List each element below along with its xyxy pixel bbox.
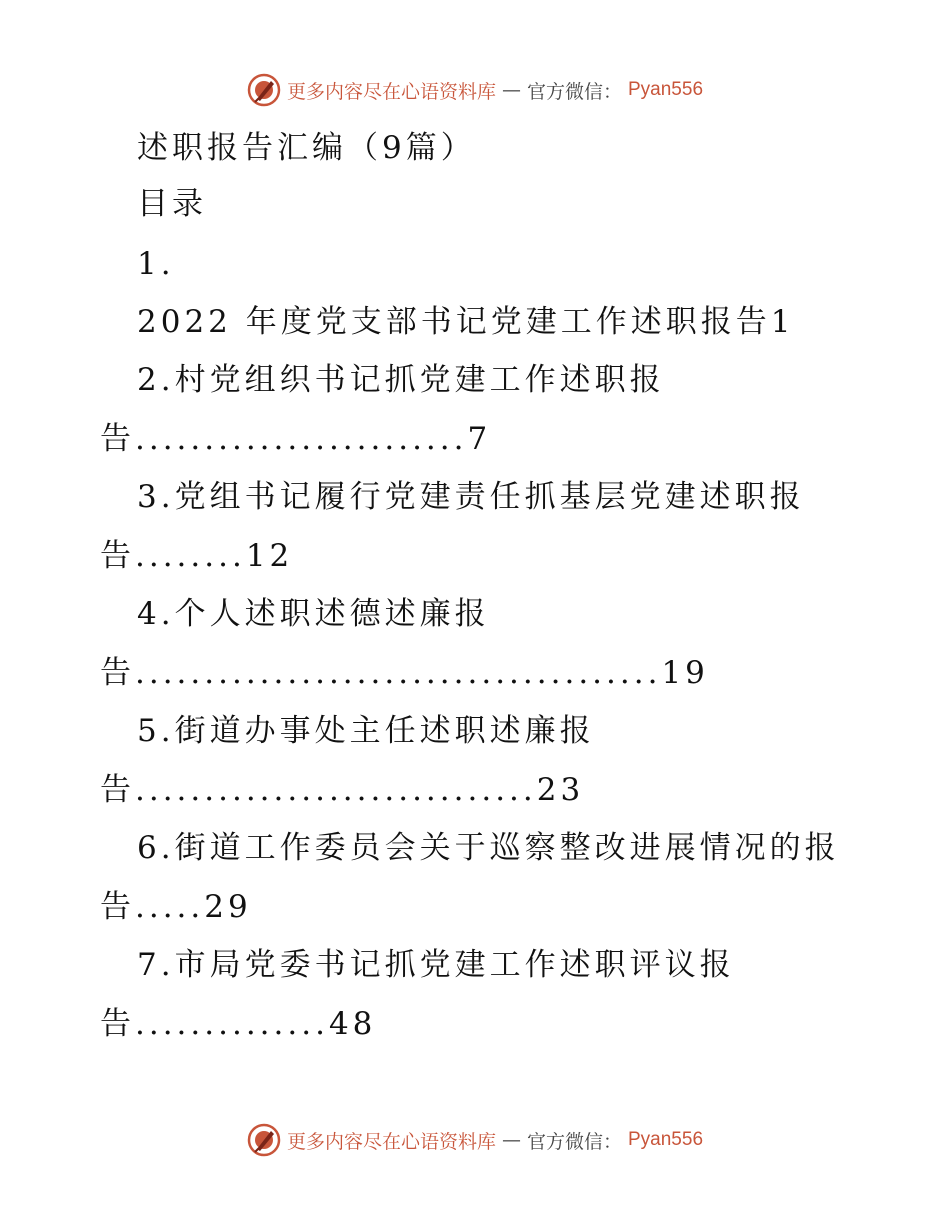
header-watermark (0, 70, 950, 110)
watermark-dash: — (501, 1129, 521, 1151)
toc-item-4-line2: 告......................................19 (100, 655, 709, 691)
footer-watermark (0, 1120, 950, 1160)
toc-item-6-line1: 6.街道工作委员会关于巡察整改进展情况的报 (137, 830, 840, 866)
toc-item-7-line2: 告..............48 (100, 1006, 377, 1042)
toc-item-3-line1: 3.党组书记履行党建责任抓基层党建述职报 (137, 479, 805, 515)
watermark-text: 更多内容尽在心语资料库 (286, 1130, 496, 1153)
toc-heading: 目录 (137, 186, 207, 222)
toc-item-2-line2: 告........................7 (100, 421, 492, 457)
toc-item-1-line2: 2022 年度党支部书记党建工作述职报告1 (137, 304, 795, 340)
quill-pen-logo-icon (247, 73, 281, 107)
quill-pen-logo-icon (247, 1123, 281, 1157)
toc-item-1-line1: 1. (137, 246, 175, 282)
toc-item-2-line1: 2.村党组织书记抓党建工作述职报 (137, 362, 665, 398)
watermark-wechat-label: 官方微信： (526, 1130, 622, 1153)
document-title: 述职报告汇编（9篇） (137, 130, 476, 166)
toc-item-3-line2: 告........12 (100, 538, 294, 574)
toc-item-4-line1: 4.个人述职述德述廉报 (137, 596, 490, 632)
toc-item-5-line1: 5.街道办事处主任述职述廉报 (137, 713, 595, 749)
toc-item-7-line1: 7.市局党委书记抓党建工作述职评议报 (137, 947, 735, 983)
watermark-dash: — (501, 79, 521, 101)
watermark-wechat-id: Pyan556 (628, 79, 704, 100)
watermark-wechat-label: 官方微信： (526, 80, 622, 103)
toc-item-5-line2: 告.............................23 (100, 772, 585, 808)
toc-item-6-line2: 告.....29 (100, 889, 252, 925)
watermark-wechat-id: Pyan556 (628, 1129, 704, 1150)
watermark-text: 更多内容尽在心语资料库 (286, 80, 496, 103)
